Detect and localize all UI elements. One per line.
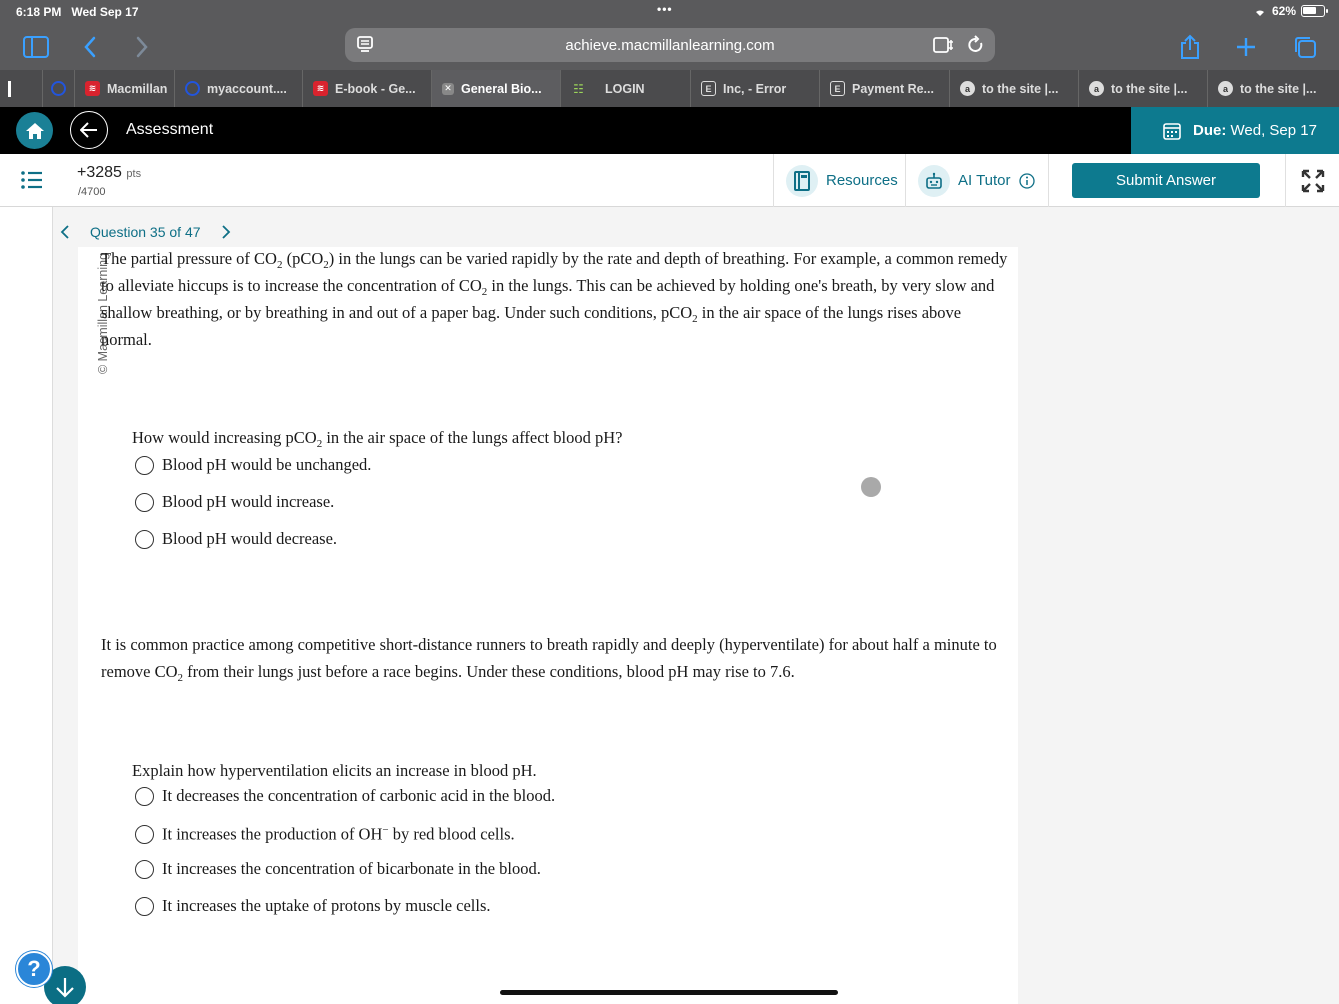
extension-icon[interactable] (933, 36, 955, 54)
question-card (78, 247, 1018, 1004)
due-date: Wed, Sep 17 (1230, 122, 1317, 139)
calendar-icon (1163, 122, 1181, 140)
bookmark-icon (8, 81, 11, 97)
help-button[interactable]: ? (16, 951, 52, 987)
divider (1048, 154, 1049, 207)
submit-answer-button[interactable]: Submit Answer (1072, 163, 1260, 198)
status-time: 6:18 PM Wed Sep 17 (16, 5, 139, 19)
left-rail (0, 207, 53, 1004)
home-icon (25, 122, 45, 140)
intro-paragraph: The partial pressure of $CO_2$ (pCO$_2$) in the lungs can be varied rapidly by the rate and depth of breathing. For example, a common remedy to alleviate hiccups is to increase the concentration of $CO_2$ in the lungs. This can be achieved by holding one's breath, by very slow and shallow breathing, or by breathing in and out of a paper bag. Under such conditions, pCO$_2$ in the air space of the lungs rises above normal. (101, 249, 1008, 349)
sidebar-toggle-icon[interactable] (20, 24, 52, 70)
macmillan-icon: ≋ (85, 81, 100, 96)
question-navigation (60, 224, 231, 240)
tab-bar (0, 70, 1339, 107)
q1-option-unchanged[interactable]: Blood pH would be unchanged. (135, 455, 371, 475)
page-title: Assessment (126, 121, 214, 138)
list-icon: ☷ (573, 81, 584, 96)
fullscreen-button[interactable] (1285, 154, 1339, 207)
site-icon: a (960, 81, 975, 96)
tab-payment[interactable]: E Payment Re... (820, 70, 950, 107)
copyright-watermark: © Macmillan Learning (96, 252, 110, 374)
tab-myaccount[interactable]: myaccount.... (175, 70, 303, 107)
wifi-icon (1253, 6, 1267, 17)
question-1-prompt: How would increasing pCO$_2$ in the air space of the lungs affect blood pH? (132, 428, 623, 450)
arrow-left-icon (80, 122, 98, 138)
q1-option-increase[interactable]: Blood pH would increase. (135, 492, 334, 512)
tab-site-2[interactable]: a to the site |... (1079, 70, 1208, 107)
tab-general-bio[interactable]: ✕ General Bio... (432, 70, 561, 107)
robot-icon (918, 165, 950, 197)
site-icon: a (1089, 81, 1104, 96)
battery-icon (1301, 5, 1325, 17)
reload-icon[interactable] (967, 35, 985, 55)
new-tab-icon[interactable] (1234, 24, 1258, 70)
status-right (1253, 4, 1325, 18)
circle-icon (51, 81, 66, 96)
battery-percent: 62% (1271, 4, 1296, 18)
forward-nav-icon[interactable] (130, 24, 154, 70)
macmillan-icon: ≋ (313, 81, 328, 96)
tab-site-1[interactable]: a to the site |... (950, 70, 1079, 107)
resources-button[interactable]: Resources (773, 154, 905, 207)
q2-option-bicarbonate[interactable]: It increases the concentration of bicarbonate in the blood. (135, 859, 541, 879)
address-bar[interactable] (345, 28, 995, 62)
multitask-dots-icon[interactable]: ••• (657, 2, 673, 16)
tabs-overview-icon[interactable] (1291, 24, 1319, 70)
arrow-down-icon (55, 976, 75, 998)
q2-option-protons[interactable]: It increases the uptake of protons by muscle cells. (135, 896, 491, 916)
question-list-icon[interactable] (21, 170, 43, 190)
question-counter: Question 35 of 47 (90, 224, 201, 240)
e-icon: E (830, 81, 845, 96)
prev-question-icon[interactable] (60, 224, 70, 240)
due-date-badge (1131, 107, 1339, 154)
share-icon[interactable] (1178, 24, 1202, 70)
assessment-toolbar (0, 154, 1339, 207)
app-header (0, 107, 1339, 154)
tab-login[interactable]: ☷ LOGIN (561, 70, 691, 107)
ai-tutor-button[interactable]: AI Tutor (905, 154, 1048, 207)
expand-icon (1301, 169, 1325, 193)
status-bar (0, 0, 1339, 24)
cursor-dot (861, 477, 881, 497)
hyperventilation-paragraph: It is common practice among competitive short-distance runners to breath rapidly and deeply (hyperventilate) for about half a minute to remove $CO_2$ from their lungs just before a race begins. Under these conditions, blood pH may rise to 7.6. (101, 635, 997, 684)
tab-bookmark[interactable] (0, 70, 43, 107)
next-question-icon[interactable] (221, 224, 231, 240)
close-icon[interactable]: ✕ (442, 83, 454, 95)
e-icon: E (701, 81, 716, 96)
radio-button[interactable] (135, 897, 154, 916)
radio-button[interactable] (135, 787, 154, 806)
tab-inc-error[interactable]: E Inc, - Error (691, 70, 820, 107)
tab-ebook[interactable]: ≋ E-book - Ge... (303, 70, 432, 107)
q2-option-hydroxide[interactable]: It increases the production of OH− by red blood cells. (135, 824, 515, 845)
radio-button[interactable] (135, 456, 154, 475)
radio-button[interactable] (135, 493, 154, 512)
home-button[interactable] (16, 112, 53, 149)
q1-option-decrease[interactable]: Blood pH would decrease. (135, 529, 337, 549)
radio-button[interactable] (135, 825, 154, 844)
back-button[interactable] (70, 111, 108, 149)
url-text: achieve.macmillanlearning.com (565, 37, 775, 54)
radio-button[interactable] (135, 860, 154, 879)
points-max: /4700 (78, 186, 106, 198)
back-nav-icon[interactable] (78, 24, 102, 70)
radio-button[interactable] (135, 530, 154, 549)
tab-site-3[interactable]: a to the site |... (1208, 70, 1339, 107)
tab-macmillan[interactable]: ≋ Macmillan (75, 70, 175, 107)
points-earned: +3285 pts (77, 164, 142, 181)
due-label: Due: (1193, 122, 1227, 139)
home-indicator (500, 990, 838, 995)
circle-icon (185, 81, 200, 96)
q2-option-carbonic-acid[interactable]: It decreases the concentration of carbonic acid in the blood. (135, 786, 555, 806)
site-icon: a (1218, 81, 1233, 96)
tab-blank[interactable] (43, 70, 75, 107)
question-2-prompt: Explain how hyperventilation elicits an increase in blood pH. (132, 761, 537, 780)
browser-toolbar (0, 24, 1339, 70)
info-icon[interactable] (1019, 173, 1035, 189)
book-icon (786, 165, 818, 197)
